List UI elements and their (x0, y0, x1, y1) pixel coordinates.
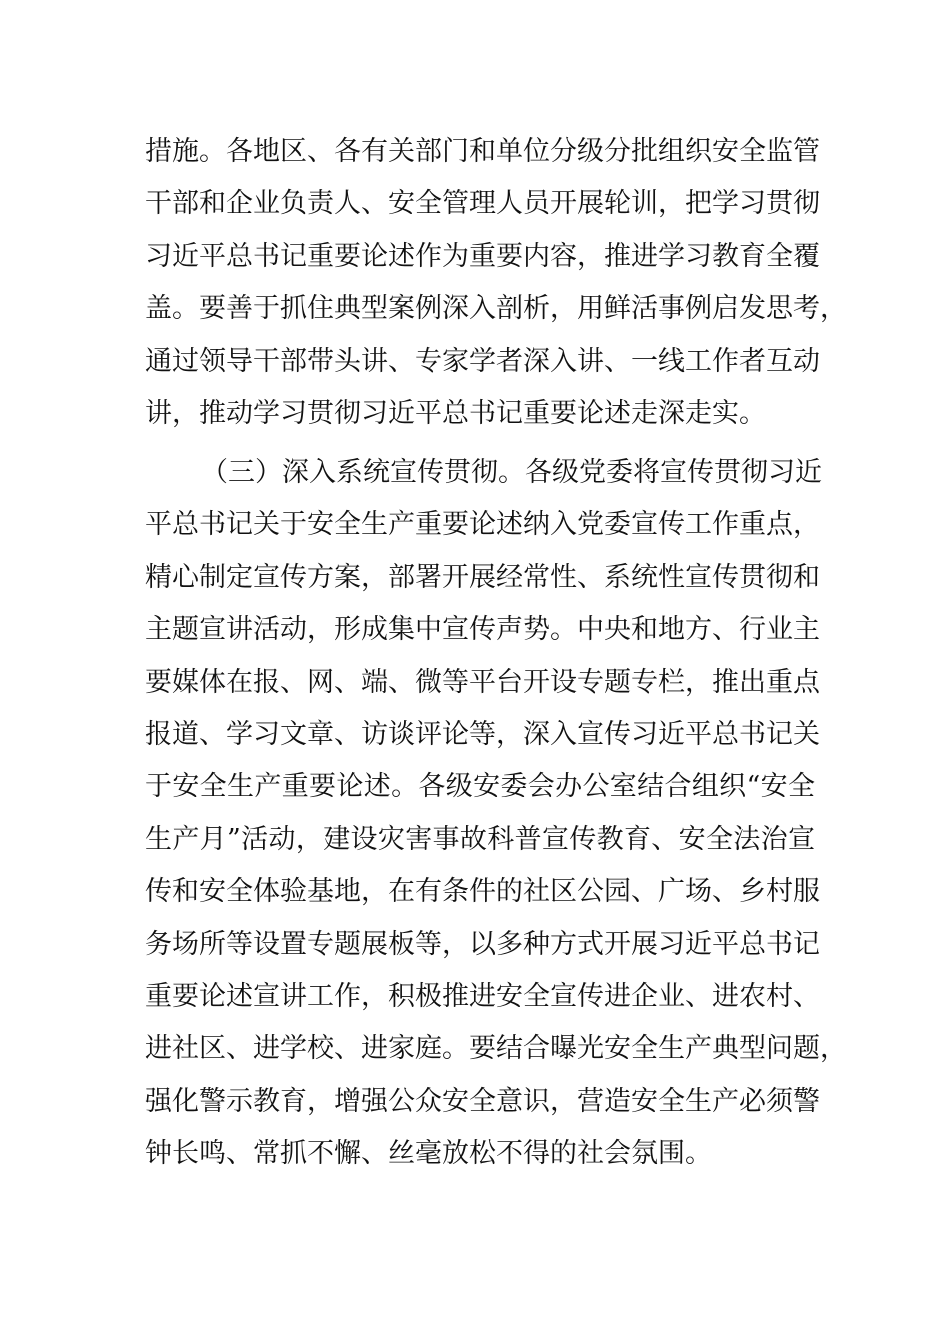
text-line: 盖。要善于抓住典型案例深入剖析，用鲜活事例启发思考， (145, 293, 847, 325)
text-line: 干部和企业负责人、安全管理人员开展轮训，把学习贯彻 (145, 188, 820, 220)
text-line: 进社区、进学校、进家庭。要结合曝光安全生产典型问题， (145, 1033, 847, 1065)
text-line: 通过领导干部带头讲、专家学者深入讲、一线工作者互动 (145, 345, 820, 377)
text-line: 重要论述宣讲工作，积极推进安全宣传进企业、进农村、 (145, 980, 820, 1012)
paragraph-publicity (145, 447, 847, 1180)
text-line: 措施。各地区、各有关部门和单位分级分批组织安全监管 (145, 136, 820, 167)
text-line: 讲，推动学习贯彻习近平总书记重要论述走深走实。 (145, 397, 766, 429)
text-line: 生产月”活动，建设灾害事故科普宣传教育、安全法治宣 (145, 823, 815, 855)
section-heading-line: （三）深入系统宣传贯彻。各级党委将宣传贯彻习近 (201, 457, 822, 488)
text-line: 务场所等设置专题展板等，以多种方式开展习近平总书记 (145, 928, 820, 960)
text-line: 主题宣讲活动，形成集中宣传声势。中央和地方、行业主 (145, 614, 820, 646)
text-line: 精心制定宣传方案，部署开展经常性、系统性宣传贯彻和 (145, 561, 820, 593)
text-line: 习近平总书记重要论述作为重要内容，推进学习教育全覆 (145, 240, 820, 272)
text-line: 钟长鸣、常抓不懈、丝毫放松不得的社会氛围。 (145, 1138, 712, 1170)
text-line: 要媒体在报、网、端、微等平台开设专题专栏，推出重点 (145, 666, 820, 698)
paragraph-training (145, 126, 847, 440)
text-line: 平总书记关于安全生产重要论述纳入党委宣传工作重点， (145, 509, 820, 541)
text-line: 报道、学习文章、访谈评论等，深入宣传习近平总书记关 (145, 718, 820, 750)
text-line: 传和安全体验基地，在有条件的社区公园、广场、乡村服 (145, 876, 820, 908)
text-line: 强化警示教育，增强公众安全意识，营造安全生产必须警 (145, 1085, 820, 1117)
text-line: 于安全生产重要论述。各级安委会办公室结合组织“安全 (145, 771, 815, 803)
